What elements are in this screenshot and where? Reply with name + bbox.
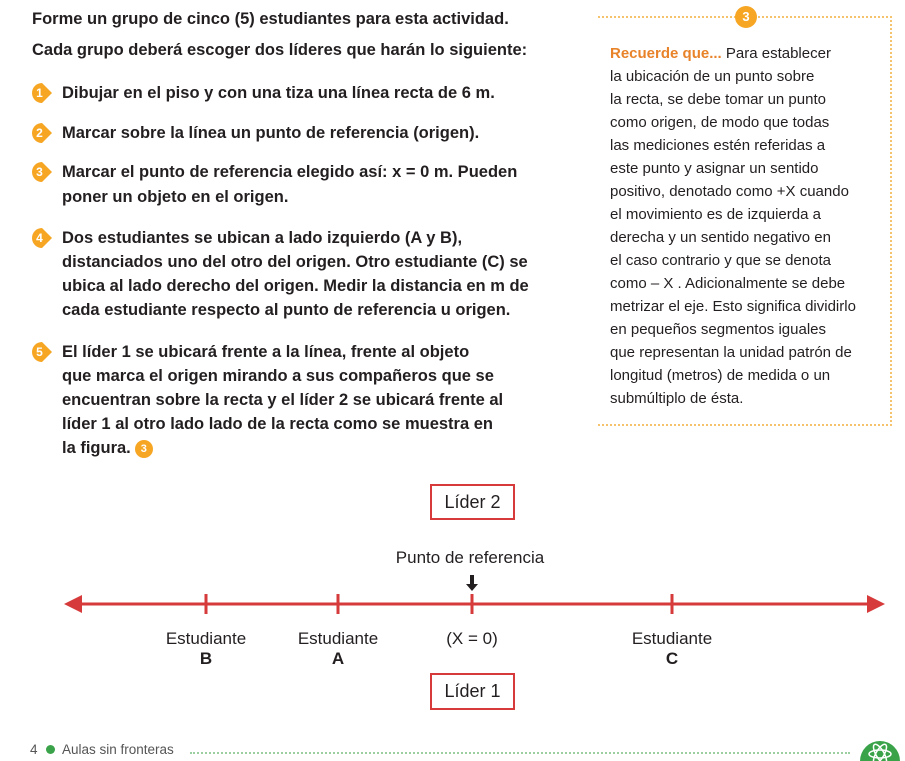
figure-ref-badge: 3 (135, 440, 153, 458)
reminder-highlight: Recuerde que... (610, 45, 722, 62)
student-c-letter: C (665, 649, 679, 668)
student-a-letter: A (331, 649, 345, 668)
reminder-line-2: la ubicación de un punto sobre (610, 68, 815, 85)
reminder-line-11: como – X . Adicionalmente se debe (610, 275, 846, 292)
reminder-line-14: que representan la unidad patrón de (610, 344, 852, 361)
step-5-line-4: líder 1 al otro lado lado de la recta como se muestra en (62, 415, 493, 433)
reminder-line-1: Recuerde que... Para establecer (610, 45, 831, 62)
step-4-line-1: Dos estudiantes se ubican a lado izquierdo (A y B), (62, 229, 463, 247)
step-2-line-1: Marcar sobre la línea un punto de referencia (origen). (62, 124, 480, 142)
page-number: 4 (30, 742, 38, 757)
origin-arrow-icon (466, 575, 478, 591)
reminder-line-16: submúltiplo de ésta. (610, 390, 744, 407)
reminder-line-9: derecha y un sentido negativo en (610, 229, 831, 246)
step-badge-4: 4 (32, 228, 52, 248)
intro-line-1: Forme un grupo de cinco (5) estudiantes para esta actividad. (32, 10, 509, 28)
atom-logo-icon (860, 740, 900, 761)
step-5-line-1: El líder 1 se ubicará frente a la línea, frente al objeto (62, 343, 470, 361)
leader-1-box: Líder 1 (430, 673, 515, 710)
step-5-line-2: que marca el origen mirando a sus compañeros que se (62, 367, 494, 385)
bullet-icon (46, 745, 55, 754)
reminder-line-12: metrizar el eje. Esto significa dividirlo (610, 298, 856, 315)
footer-divider (190, 752, 850, 754)
reminder-line-6: este punto y asignar un sentido (610, 160, 819, 177)
reminder-text (610, 42, 885, 410)
student-c-label: Estudiante C (612, 629, 732, 669)
step-1-line-1: Dibujar en el piso y con una tiza una línea recta de 6 m. (62, 84, 495, 102)
step-badge-1: 1 (32, 83, 52, 103)
reminder-badge: 3 (735, 6, 757, 28)
student-b-letter: B (199, 649, 213, 668)
reminder-line-5: las mediciones estén referidas a (610, 137, 826, 154)
step-3-line-1: Marcar el punto de referencia elegido así: x = 0 m. Pueden (62, 163, 518, 181)
reminder-line-7: positivo, denotado como +X cuando (610, 183, 849, 200)
reminder-line-8: el movimiento es de izquierda a (610, 206, 821, 223)
reference-label: Punto de referencia (395, 548, 545, 567)
right-arrow-icon (867, 595, 885, 613)
reminder-line-4: como origen, de modo que todas (610, 114, 830, 131)
step-4-line-2: distanciados uno del otro del origen. Otro estudiante (C) se (62, 253, 528, 271)
intro-line-2: Cada grupo deberá escoger dos líderes que harán lo siguiente: (32, 41, 528, 59)
reminder-line-13: en pequeños segmentos iguales (610, 321, 826, 338)
origin-label: (X = 0) (446, 629, 498, 648)
reminder-line-15: longitud (metros) de medida o un (610, 367, 831, 384)
leader-2-box: Líder 2 (430, 484, 515, 520)
student-b-label: Estudiante B (146, 629, 266, 669)
reminder-line-10: el caso contrario y que se denota (610, 252, 831, 269)
step-badge-2: 2 (32, 123, 52, 143)
step-badge-5: 5 (32, 342, 52, 362)
student-a-label: Estudiante A (278, 629, 398, 669)
number-line-diagram (0, 570, 905, 630)
step-4-line-4: cada estudiante respecto al punto de referencia u origen. (62, 301, 511, 319)
step-4-line-3: ubica al lado derecho del origen. Medir la distancia en m de (62, 277, 529, 295)
step-3-line-2: poner un objeto en el origen. (62, 188, 289, 206)
step-5-line-5: la figura. 3 (62, 436, 153, 461)
step-badge-3: 3 (32, 162, 52, 182)
book-title: Aulas sin fronteras (62, 742, 174, 757)
reminder-line-3: la recta, se debe tomar un punto (610, 91, 826, 108)
step-5-line-3: encuentran sobre la recta y el líder 2 se ubicará frente al (62, 391, 504, 409)
left-arrow-icon (64, 595, 82, 613)
